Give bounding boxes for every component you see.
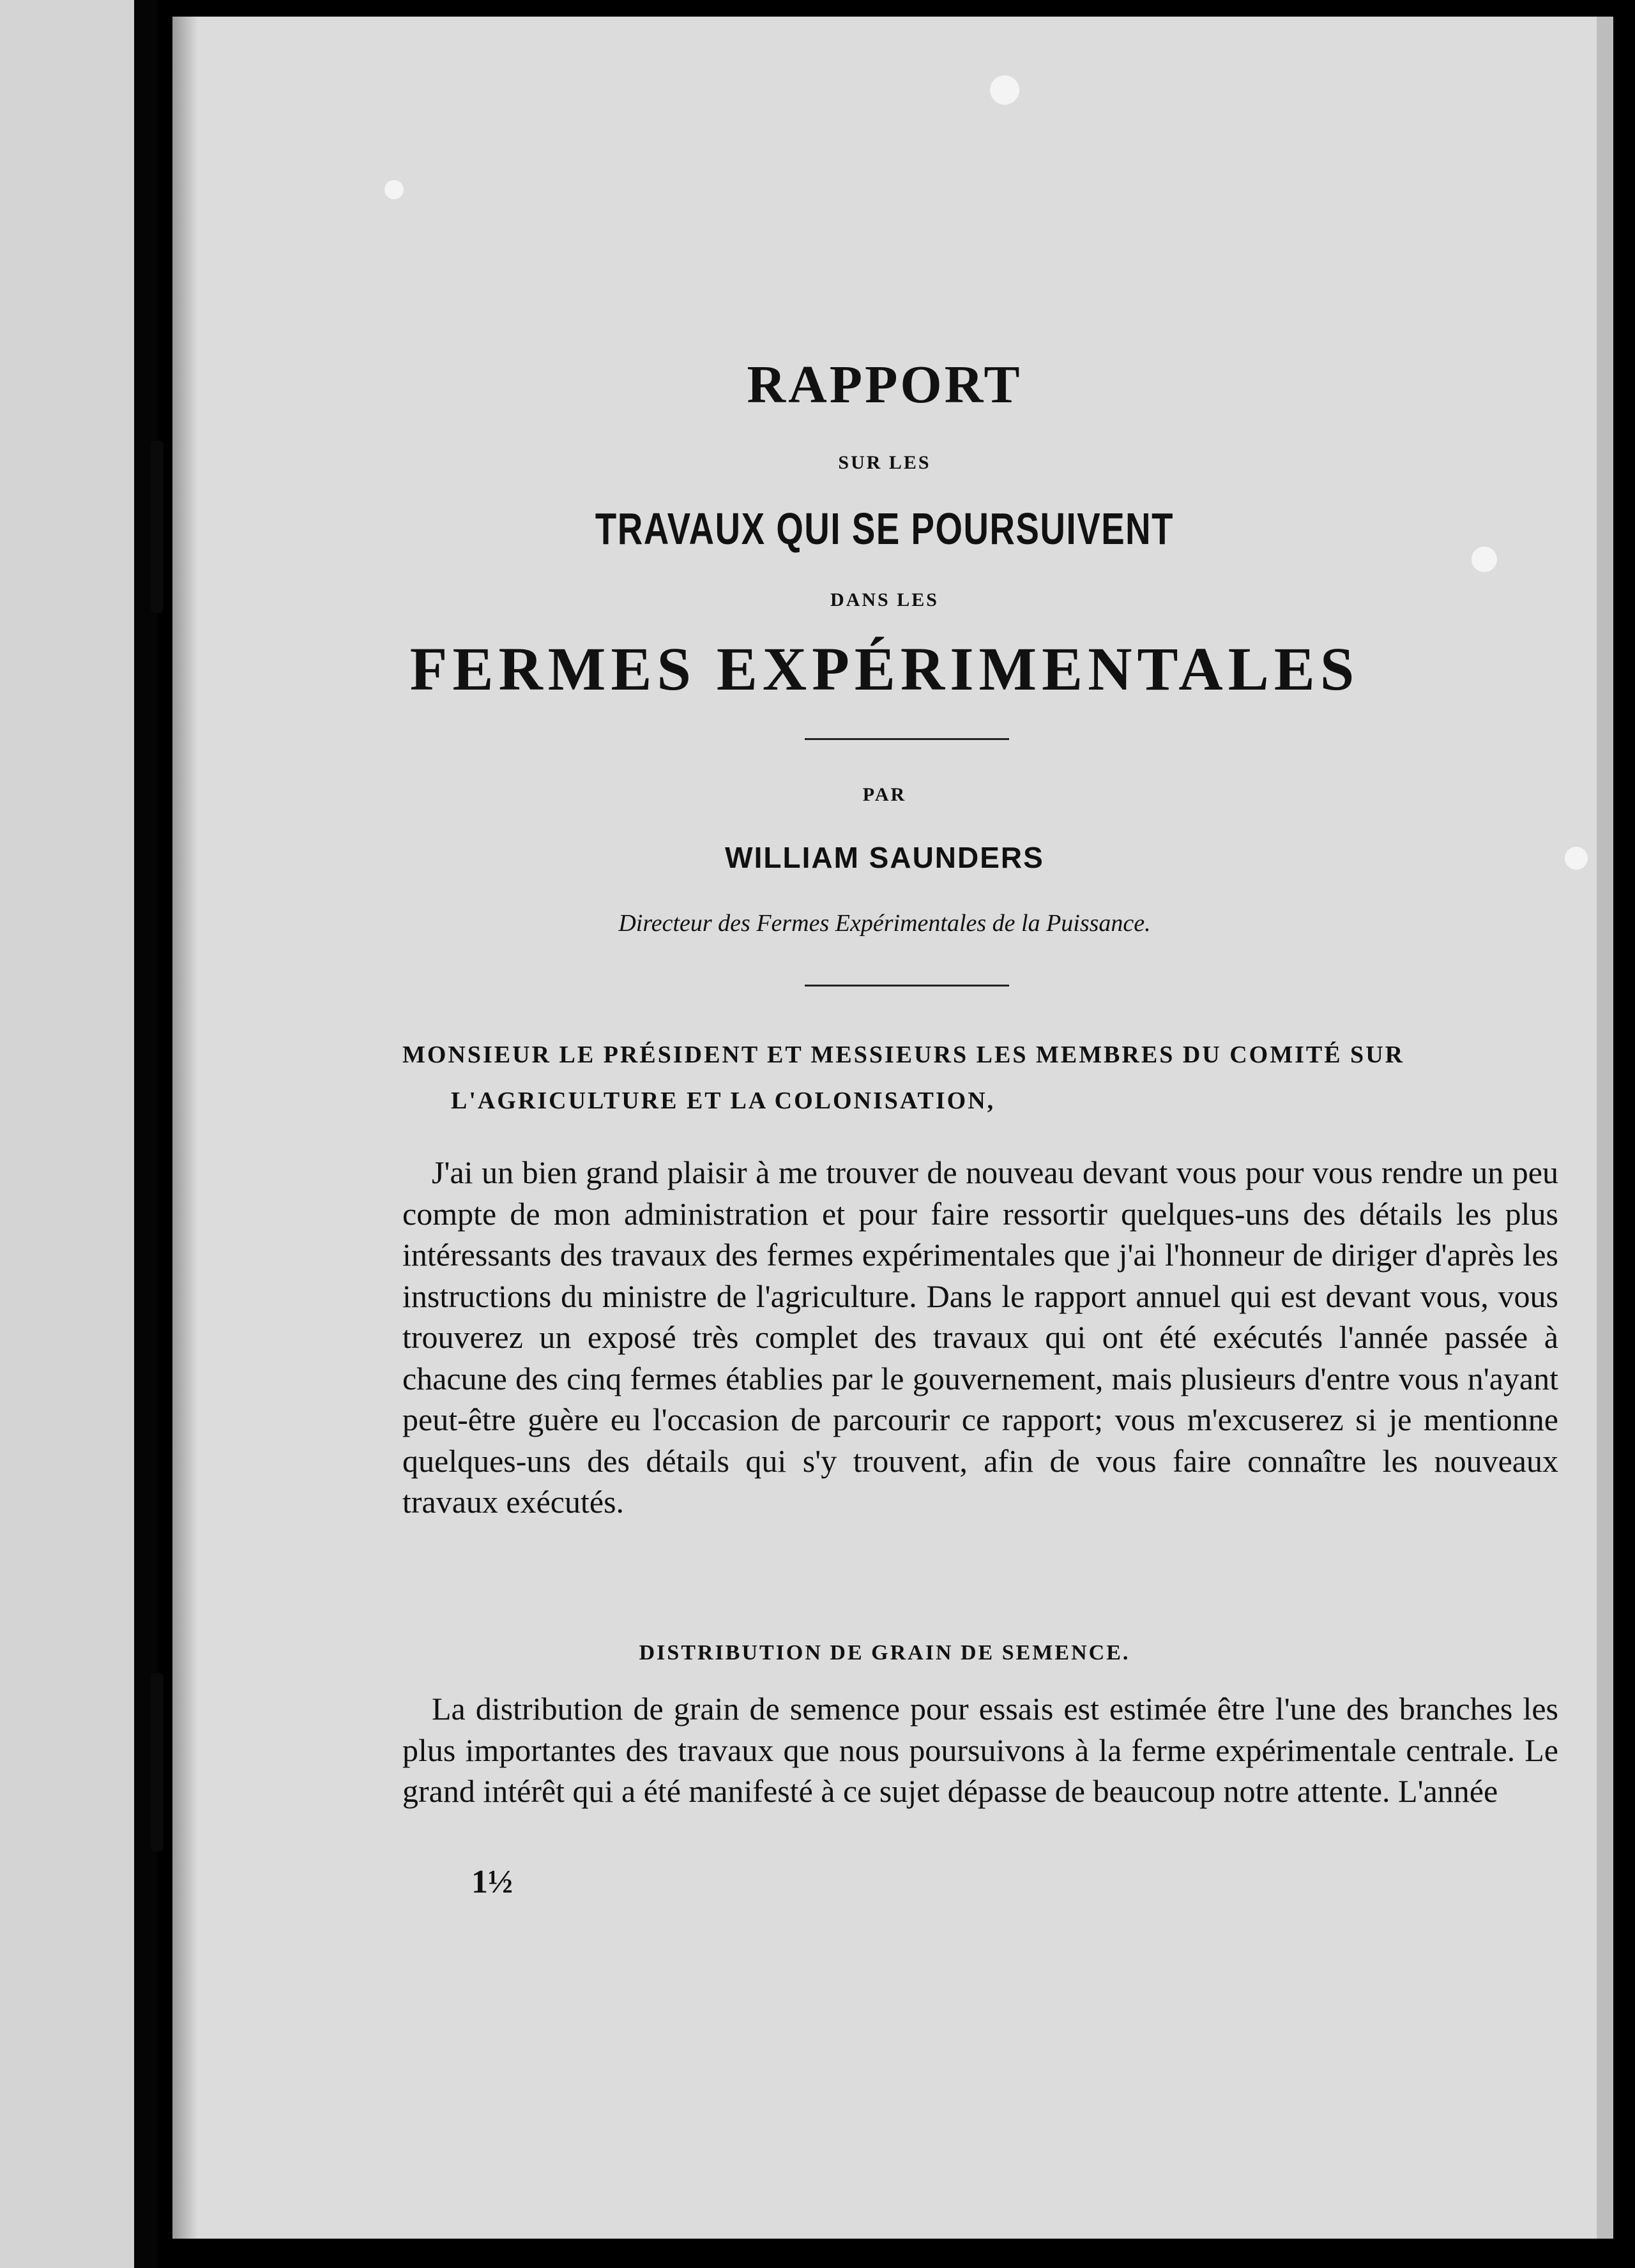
subtitle-travaux: TRAVAUX QUI SE POURSUIVENT [595, 504, 1175, 554]
author-role: Directeur des Fermes Expérimentales de la Puissance. [618, 910, 1151, 937]
salutation [402, 1032, 1558, 1124]
facing-page-edge [0, 0, 157, 2268]
main-title: FERMES EXPÉRIMENTALES [409, 635, 1360, 703]
binding-stitch [151, 441, 164, 613]
subtitle-sur-les: SUR LES [838, 452, 931, 473]
divider-rule [805, 738, 1009, 740]
binding-fold [134, 0, 157, 2268]
divider-rule [805, 985, 1009, 987]
document-page [172, 17, 1597, 2239]
dust-speck [1472, 547, 1497, 572]
subtitle-dans-les: DANS LES [830, 589, 939, 610]
dust-speck [384, 180, 404, 199]
byline-par: PAR [862, 784, 907, 805]
dust-speck [990, 75, 1019, 105]
report-title: RAPPORT [747, 355, 1023, 414]
binding-stitch [151, 1673, 164, 1852]
body-paragraph-2: La distribution de grain de semence pour essais est estimée être l'une des branches les plus importantes des travaux que nous poursuivons à la ferme expérimentale centrale. Le grand intérêt qui a été manifesté à ce sujet dépasse de beaucoup notre attente. L'année [402, 1691, 1558, 1809]
gutter-shadow [172, 17, 198, 2239]
body-paragraph-1: J'ai un bien grand plaisir à me trouver de nouveau devant vous pour vous rendre un peu compte de mon administration et pour faire ressortir quelques-uns des détails les plus intéressants des travaux des fermes expérimentales que j'ai l'honneur de diriger d'après les instructions du ministre de l'agriculture. Dans le rapport annuel qui est devant vous, vous trouverez un exposé très complet des travaux qui ont été exécutés l'année passée à chacune des cinq fermes établies par le gouvernement, mais plusieurs d'entre vous n'ayant peut-être guère eu l'occasion de parcourir ce rapport; vous m'excuserez si je mentionne quelques-uns des détails qui s'y trouvent, afin de vous faire connaître les nouveaux travaux exécutés. [402, 1154, 1558, 1520]
section-heading: DISTRIBUTION DE GRAIN DE SEMENCE. [639, 1641, 1130, 1665]
signature-mark: 1½ [471, 1864, 513, 1900]
author-name: WILLIAM SAUNDERS [725, 841, 1044, 874]
salutation-line-2: L'AGRICULTURE ET LA COLONISATION, [451, 1087, 996, 1114]
salutation-line-1: MONSIEUR LE PRÉSIDENT ET MESSIEURS LES MEMBRES DU COMITÉ SUR [402, 1041, 1405, 1068]
page-right-edge [1597, 17, 1613, 2239]
